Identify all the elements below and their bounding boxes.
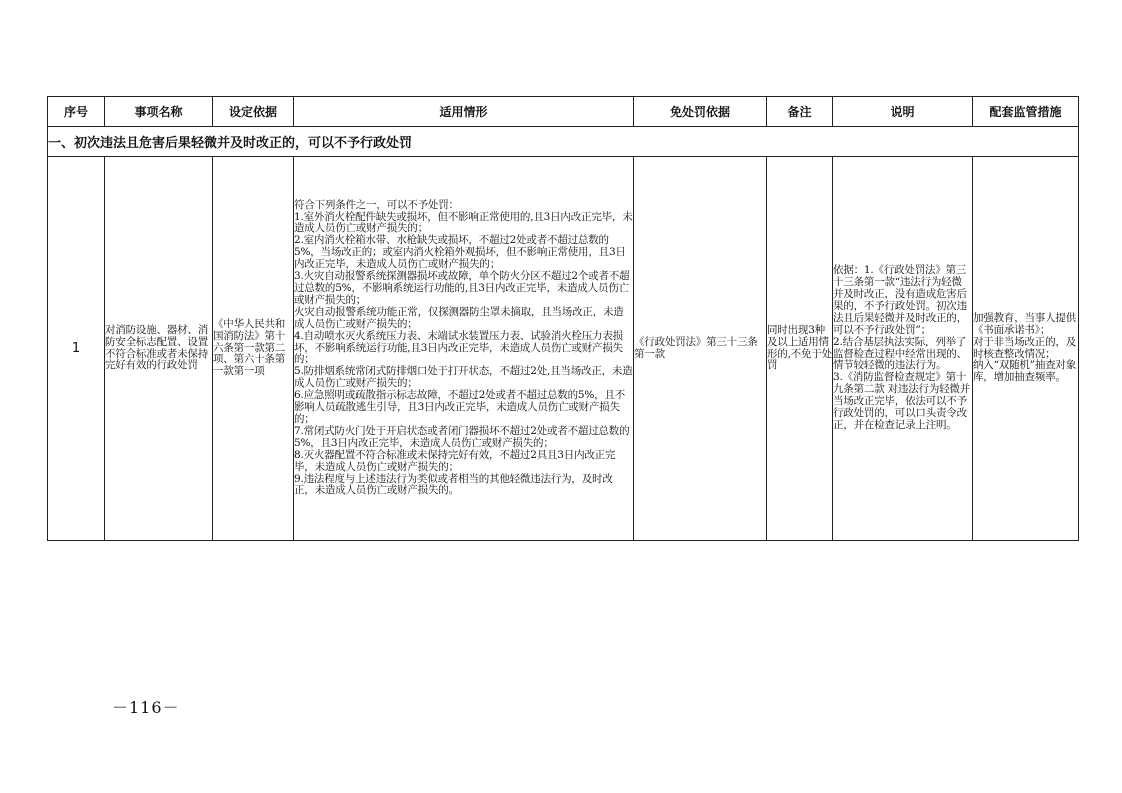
header-measures: 配套监管措施 xyxy=(973,97,1079,127)
header-explanation: 说明 xyxy=(833,97,973,127)
page-number: －116－ xyxy=(112,698,180,717)
row-seq: 1 xyxy=(48,157,105,541)
row-item-name: 对消防设施、器材、消防安全标志配置、设置不符合标准或者未保持完好有效的行政处罚 xyxy=(105,157,213,541)
section-row xyxy=(48,127,1079,157)
header-remark: 备注 xyxy=(767,97,833,127)
header-row xyxy=(48,97,1079,127)
header-situation: 适用情形 xyxy=(294,97,634,127)
row-remark: 同时出现3种及以上适用情形的,不免于处罚 xyxy=(767,157,833,541)
header-exempt-basis: 免处罚依据 xyxy=(634,97,767,127)
header-basis: 设定依据 xyxy=(213,97,294,127)
section-title: 一、初次违法且危害后果轻微并及时改正的，可以不予行政处罚 xyxy=(48,127,1079,157)
table-row xyxy=(48,157,1079,541)
row-measures: 加强教育，当事人提供《书面承诺书》； 对于非当场改正的，及时核查整改情况； 纳入“双随机”抽查对象库，增加抽查频率。 xyxy=(973,157,1079,541)
row-situation: 符合下列条件之一，可以不予处罚： 1.室外消火栓配件缺失或损坏，但不影响正常使用的,且3日内改正完毕，未造成人员伤亡或财产损失的； 2.室内消火栓箱水带、水枪缺失或损坏，不超过2处或者不超过总数的5%，当场改正的；或室内消火栓箱外观损坏，但不影响正常使用，且3日内改正完毕，未造成人员伤亡或财产损失的； 3.火灾自动报警系统探测器损坏或故障，单个防火分区不超过2个或者不超过总数的5%，不影响系统运行功能的,且3日内改正完毕，未造成人员伤亡或财产损失的； 火灾自动报警系统功能正常，仅探测器防尘罩未摘取，且当场改正，未造成人员伤亡或财产损失的； 4.自动喷水灭火系统压力表、末端试水装置压力表、试验消火栓压力表损坏，不影响系统运行功能,且3日内改正完毕，未造成人员伤亡或财产损失的； 5.防排烟系统常闭式防排烟口处于打开状态，不超过2处,且当场改正，未造成人员伤亡或财产损失的； 6.应急照明或疏散指示标志故障，不超过2处或者不超过总数的5%，且不影响人员疏散逃生引导，且3日内改正完毕，未造成人员伤亡或财产损失的； 7.常闭式防火门处于开启状态或者闭门器损坏不超过2处或者不超过总数的5%，且3日内改正完毕，未造成人员伤亡或财产损失的； 8.灭火器配置不符合标准或未保持完好有效，不超过2具且3日内改正完毕，未造成人员伤亡或财产损失的； 9.违法程度与上述违法行为类似或者相当的其他轻微违法行为，及时改正，未造成人员伤亡或财产损失的。 xyxy=(294,157,634,541)
header-item-name: 事项名称 xyxy=(105,97,213,127)
row-exempt-basis: 《行政处罚法》第三十三条第一款 xyxy=(634,157,767,541)
row-basis: 《中华人民共和国消防法》第十六条第一款第二项、第六十条第一款第一项 xyxy=(213,157,294,541)
header-seq: 序号 xyxy=(48,97,105,127)
penalty-table xyxy=(47,96,1079,541)
row-explanation: 依据：1.《行政处罚法》第三十三条第一款“违法行为轻微并及时改正，没有造成危害后果的，不予行政处罚。初次违法且后果轻微并及时改正的，可以不予行政处罚”； 2.结合基层执法实际，列举了监督检查过程中经常出现的、情节较轻微的违法行为。 3.《消防监督检查规定》第十九条第二款 对违法行为轻微并当场改正完毕，依法可以不予行政处罚的，可以口头责令改正，并在检查记录上注明。 xyxy=(833,157,973,541)
